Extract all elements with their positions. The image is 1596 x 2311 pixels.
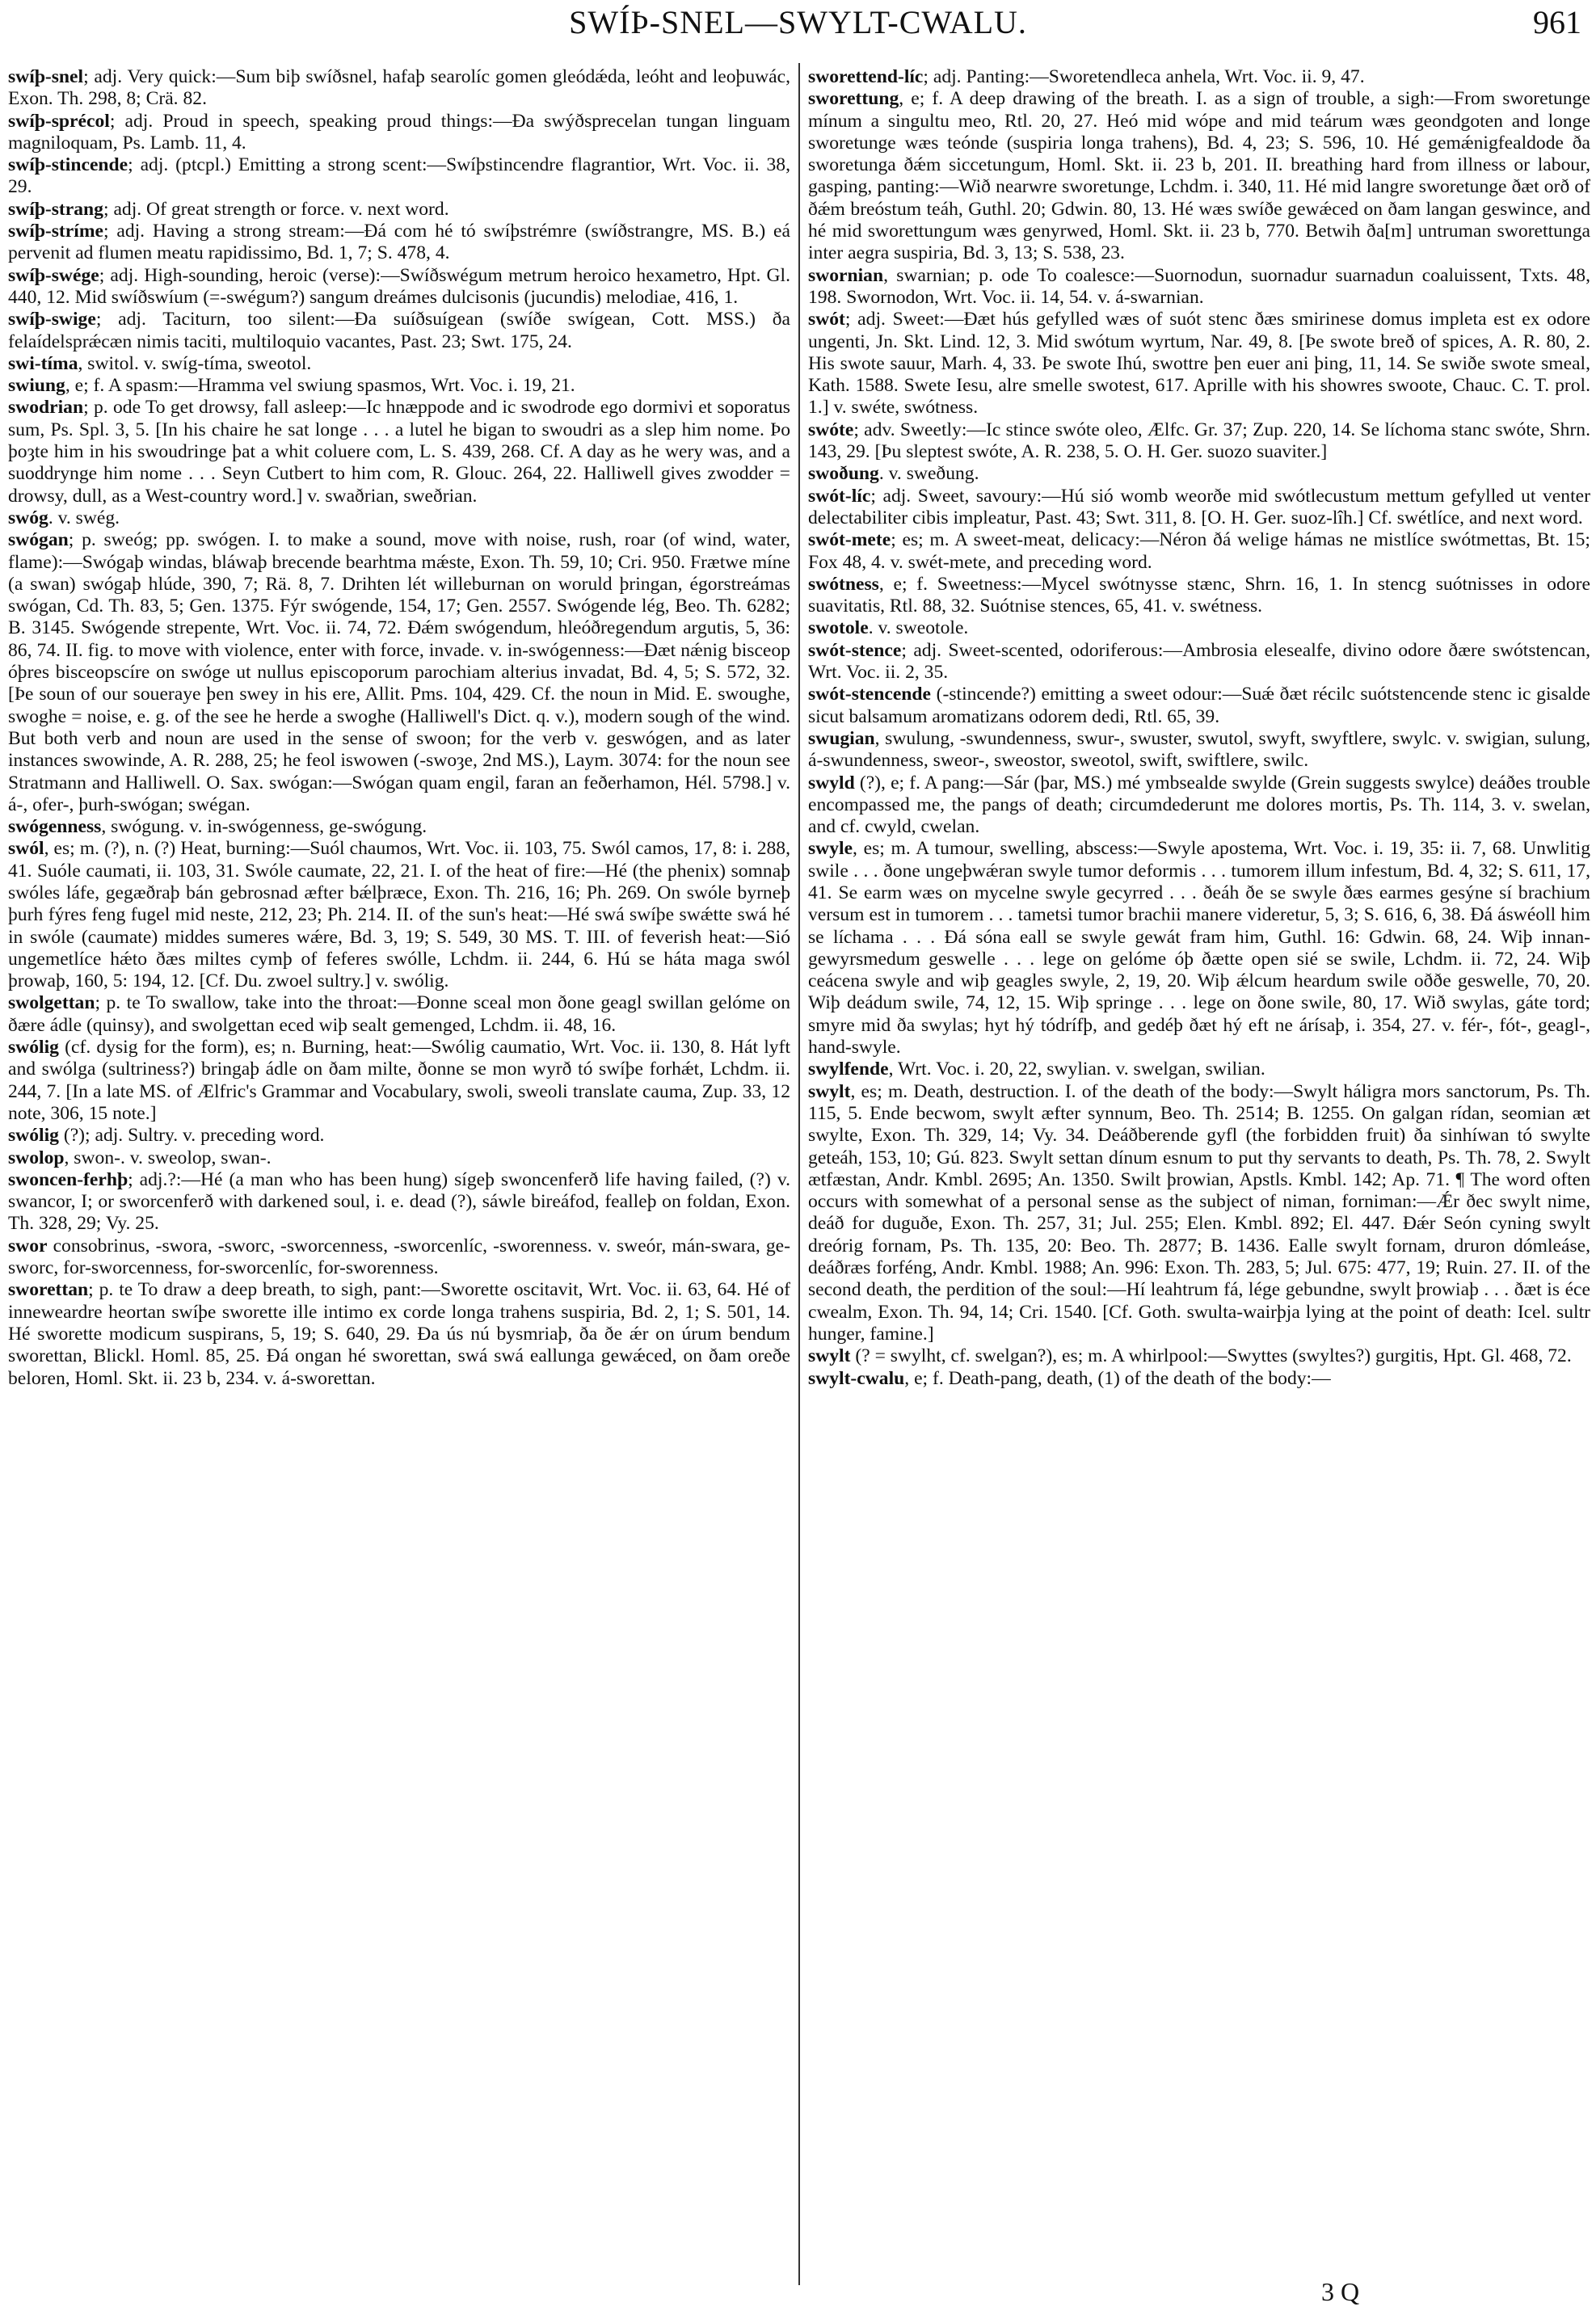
dictionary-entry <box>8 529 790 816</box>
headword: swylt-cwalu <box>808 1367 905 1389</box>
entry-definition: , swógung. v. in-swógenness, ge-swógung. <box>101 816 427 838</box>
dictionary-entry <box>8 507 790 529</box>
entry-definition: , es; m. Death, destruction. I. of the death of the body:—Swylt háligra mors sanctorum, Ps. Th. 115, 5. Ende becwom, swylt æfter synnum, Beo. Th. 2514; B. 1255. On galgan rídan, seomian æt swylte, Exon. Th. 329, 14; Vy. 34. Deáðberende gyfl (the forbidden fruit) ða sinhíwan tó swylte geteáh, 153, 10; Gú. 823. Swylt settan dínum esnum to put thy servants to death, Ps. Th. 78, 2. Swylt ætfæstan, Andr. Kmbl. 2695; An. 1350. Swilt þrowian, Apstls. Kmbl. 142; Ap. 71. ¶ The word often occurs with somewhat of a personal sense as the subject of niman, forniman:—Ǽr ðec swylt nime, deáð for duguðe, Exon. Th. 257, 31; Jul. 255; Elen. Kmbl. 892; El. 447. Ðǽr Seón cyning swylt dreórig fornam, Ps. Th. 135, 20: Beo. Th. 2877; B. 1436. Ealle swylt fornam, druron dómleáse, deáðræs forféng, Andr. Kmbl. 1988; An. 996: Exon. Th. 283, 5; Jul. 675: 477, 19; Ruin. 27. II. of the second death, the perdition of the soul:—Hí leahtrum fá, lége gebundne, swylt þrowiaþ . . . ðæt is éce cwealm, Exon. Th. 94, 14; Cri. 1540. [Cf. Goth. swulta-wairþja lying at the point of death: Icel. sultr hunger, famine.] <box>808 1080 1590 1345</box>
headword: swógenness <box>8 816 102 838</box>
dictionary-entry <box>8 992 790 1037</box>
entry-definition: ; adj. Taciturn, too silent:—Ða suíðsuígean (swíðe swígean, Cott. MSS.) ða felaídelsprǽcæn nimis taciti, multiloquio vacantes, Past. 23; Swt. 175, 24. <box>8 309 790 352</box>
headword: swoncen-ferhþ <box>8 1168 128 1190</box>
headword: swólig <box>8 1037 59 1059</box>
entry-definition: ; p. te To draw a deep breath, to sigh, pant:—Sworette oscitavit, Wrt. Voc. ii. 63, 64. Hé of inneweardre heortan swíþe sworette ille intimo ex corde longa trahens suspiria, Bd. 2, 1; S. 501, 14. Hé sworette modicum suspirans, 5, 19; S. 640, 29. Ða ús nú bysmriaþ, ða ðe ǽr on úrum bendum sworettan, Blickl. Homl. 85, 25. Ðá ongan hé sworettan, swá swá eallunga gewǽced, on ðam oreðe beloren, Homl. Skt. ii. 23 b, 234. v. á-sworettan. <box>8 1279 790 1389</box>
dictionary-entry <box>808 1345 1590 1367</box>
entry-definition: (cf. dysig for the form), es; n. Burning, heat:—Swólig caumatio, Wrt. Voc. ii. 130, 8. Hát lyft and swólga (sultriness?) bringaþ ádle on ðam milte, ðonne se mon wyrð tó swíþe forhǽt, Lchdm. ii. 244, 7. [In a late MS. of Ælfric's Grammar and Vocabulary, swoli, sweoli translate cauma, Zup. 33, 12 note, 306, 15 note.] <box>8 1037 790 1124</box>
entry-definition: . v. sweotole. <box>868 617 969 639</box>
entry-definition: (-stincende?) emitting a sweet odour:—Suǽ ðæt récilc suótstencende stenc ic gisalde sicut balsamum aromatizans odorem dedi, Rtl. 65, 39. <box>808 684 1590 727</box>
headword: swoðung <box>808 463 879 485</box>
headword: swotole <box>808 617 869 639</box>
dictionary-entry <box>808 838 1590 1059</box>
dictionary-entry <box>808 529 1590 574</box>
headword: swíþ-swége <box>8 264 99 286</box>
headword: swót-stence <box>808 639 902 661</box>
headword: swógan <box>8 529 69 551</box>
headword: swornian <box>808 264 884 286</box>
headword: swót-mete <box>808 529 891 551</box>
dictionary-entry <box>8 1169 790 1235</box>
dictionary-entry <box>8 816 790 838</box>
dictionary-entry <box>808 88 1590 264</box>
entry-definition: ; adj. Panting:—Sworetendleca anhela, Wrt. Voc. ii. 9, 47. <box>923 66 1365 87</box>
entry-definition: , e; f. Sweetness:—Mycel swótnysse stænc, Shrn. 16, 1. In stencg suótnisses in odore suavitatis, Rtl. 88, 32. Suótnise stences, 65, 41. v. swétness. <box>808 573 1590 617</box>
headword: sworettend-líc <box>808 66 924 87</box>
dictionary-entry <box>808 309 1590 419</box>
dictionary-entry <box>8 221 790 265</box>
entry-definition: , e; f. A deep drawing of the breath. I. as a sign of trouble, a sigh:—From sworetunge mínum a singultu meo, Rtl. 20, 27. Heó mid wópe and mid teárum wæs geondgoten and longe sworetunge wæs teónde (suspiria longa trahens), Bd. 4, 23; S. 596, 10. Hé gemǽnigfealdode ða sworetunga ðǽm siccetungum, Homl. Skt. ii. 23 b, 201. II. breathing hard from illness or labour, gasping, panting:—Wið nearwre sworetunge, Lchdm. i. 340, 11. Hé mid langre sworetunge ðæt orð of ðǽm breóstum teáh, Guthl. 20; Gdwin. 80, 13. Hé wæs swíðe gewǽced on ðam langan geswince, and hé mid sworettungum wæs genyrwed, Homl. Skt. ii. 23 b, 770. Betwih ða[m] untruman sworettunga inter aegra suspiria, Bd. 3, 13; S. 538, 23. <box>808 88 1590 264</box>
page-number: 961 <box>1533 4 1581 40</box>
headword: swíþ-sprécol <box>8 110 110 132</box>
dictionary-entry <box>8 397 790 507</box>
dictionary-entry <box>808 728 1590 772</box>
headword: swodrian <box>8 397 84 419</box>
headword: swi-tíma <box>8 352 78 374</box>
entry-definition: ; adj. Sweet-scented, odoriferous:—Ambrosia elesealfe, divino odore ðære swótstencan, Wrt. Voc. ii. 2, 35. <box>808 639 1590 684</box>
dictionary-entry <box>8 353 790 375</box>
headword: swíþ-snel <box>8 66 84 87</box>
dictionary-entry <box>8 838 790 992</box>
headword: swolop <box>8 1147 65 1168</box>
headword: swugian <box>808 727 875 749</box>
entry-definition: ; adj.?:—Hé (a man who has been hung) sígeþ swoncenferð life having failed, (?) v. swancor, I; or sworcenferð with darkened soul, i. e. dead (?), sáwle bireáfod, fealleþ on foldan, Exon. Th. 328, 29; Vy. 25. <box>8 1168 790 1235</box>
dictionary-entry <box>808 486 1590 530</box>
headword: sworettung <box>808 88 899 110</box>
signature-mark: 3 Q <box>1321 2277 1360 2306</box>
headword: sworettan <box>8 1279 89 1301</box>
entry-definition: ; adv. Sweetly:—Ic stince swóte oleo, Ælfc. Gr. 37; Zup. 220, 14. Se líchoma stanc swóte, Shrn. 143, 29. [Þu sleptest swóte, A. R. 238, 5. O. H. Ger. suozo suaviter.] <box>808 419 1590 463</box>
entry-definition: , es; m. A tumour, swelling, abscess:—Swyle apostema, Wrt. Voc. i. 19, 35: ii. 7, 68. Unwlitig swile . . . ðone ungeþwǽran swyle tumor deformis . . . tumorem illum infestum, Bd. 4, 32; S. 611, 17, 41. Se earm wæs on mycelne swyle gecyrred . . . ðeáh ðe se swyle ðæs earmes gesýne sí brachium versum est in tumorem . . . tametsi tumor brachii manere videretur, 5, 3; S. 616, 6, 38. Ðá áswéoll him se líchama . . . Ðá sóna eall se swyle gewát fram him, Guthl. 16: Gdwin. 68, 24. Wiþ innan-gewyrsmedum geswelle . . . lege on gelóme óþ ðætte open sié se swile, Lchdm. ii. 72, 24. Wiþ ceácena swyle and wiþ geagles swyle, 2, 19, 20. Wiþ ǽlcum heardum swile oððe geswelle, 70, 20. Wiþ deádum swile, 74, 12, 15. Wiþ springe . . . lege on ðone swile, 80, 17. Wið swylas, gáte tord; smyre mid ða swylas; hyt hý tódrífþ, and gedéþ ðæt hý eft ne árísaþ, i. 354, 27. v. fér-, fót-, geagl-, hand-swyle. <box>808 838 1590 1059</box>
headword: swólig <box>8 1125 59 1147</box>
right-column <box>808 66 1590 1390</box>
headword: swíþ-stincende <box>8 154 128 176</box>
running-head: SWÍÞ-SNEL—SWYLT-CWALU. <box>569 4 1027 40</box>
headword: swóg <box>8 507 48 528</box>
headword: swíþ-swige <box>8 309 96 330</box>
dictionary-entry <box>8 1125 790 1147</box>
entry-definition: , Wrt. Voc. i. 20, 22, swylian. v. swelgan, swilian. <box>888 1059 1265 1080</box>
entry-definition: , swulung, -swundenness, swur-, swuster, swutol, swyft, swyftlere, swylc. v. swigian, sulung, á-swundenness, sweor-, sweostor, sweotol, swift, swiftlere, swilc. <box>808 727 1590 772</box>
entry-definition: ; adj. (ptcpl.) Emitting a strong scent:—Swíþstincendre flagrantior, Wrt. Voc. ii. 38, 29. <box>8 154 790 198</box>
dictionary-entry <box>8 1147 790 1169</box>
entry-definition: ; p. sweóg; pp. swógen. I. to make a sound, move with noise, rush, roar (of wind, water, flame):—Swógaþ windas, bláwaþ brecende bearhtma mǽste, Exon. Th. 59, 10; Cri. 950. Frætwe míne (a swan) swógaþ hlúde, 390, 7; Rä. 8, 7. Drihten lét willeburnan on woruld þringan, égorstreámas swógan, Cd. Th. 83, 5; Gen. 1375. Fýr swógende, 154, 17; Gen. 2557. Swógende lég, Beo. Th. 6282; B. 3145. Swógende strepente, Wrt. Voc. ii. 74, 72. Ðǽm swógendum, hleóðregendum argutis, 5, 36: 86, 74. II. fig. to move with violence, enter with force, invade. v. in-swógenness:—Ðæt nǽnig bisceop óþres bisceopscíre on swóge ut nullus episcoporum parochiam alterius invadat, Bd. 4, 5; S. 572, 32. [Þe soun of our soueraye þen swey in his ere, Allit. Pms. 104, 429. Cf. the noun in Mid. E. swoughe, swoghe = noise, e. g. of the see he herde a swoghe (Halliwell's Dict. q. v.), modern sough of the wind. But both verb and noun are used in the sense of swoon; for the verb v. geswógen, and as later instances swowinde, A. R. 288, 25; he feol iswowen (-swoȝe, 2nd MS.), Laym. 3074: for the noun see Stratmann and Halliwell. O. Sax. swógan:—Swógan quam engil, faran an feðerhamon, Hél. 5798.] v. á-, ofer-, þurh-swógan; swégan. <box>8 529 790 815</box>
entry-definition: . v. sweðung. <box>878 463 979 485</box>
dictionary-entry <box>8 1279 790 1389</box>
headword: swyle <box>808 838 853 860</box>
dictionary-entry <box>8 1037 790 1125</box>
headword: swól <box>8 838 44 860</box>
dictionary-entry <box>808 1081 1590 1346</box>
dictionary-entry <box>808 574 1590 618</box>
entry-definition: ; adj. Having a strong stream:—Ðá com hé tó swíþstrémre (swíðstrangre, MS. B.) eá pervenit ad flumen meatu rapidissimo, Bd. 1, 7; S. 478, 4. <box>8 221 790 264</box>
dictionary-entry <box>808 419 1590 464</box>
dictionary-entry <box>808 1368 1590 1390</box>
dictionary-entry <box>808 772 1590 839</box>
entry-definition: (?), e; f. A pang:—Sár (þar, MS.) mé ymbsealde swylde (Grein suggests swylce) deáðes trouble encompassed me, the pangs of death; circumdederunt me dolores mortis, Ps. Th. 114, 3. v. swelan, and cf. cwyld, cwelan. <box>808 772 1590 838</box>
headword: swót <box>808 309 845 330</box>
entry-definition: , es; m. (?), n. (?) Heat, burning:—Suól chaumos, Wrt. Voc. ii. 103, 75. Swól camos, 17, 8: i. 288, 41. Suóle caumati, ii. 103, 31. Swóle caumate, 22, 21. I. of the heat of fire:—Hé (the phenix) somnaþ swóles láfe, gegæðraþ bán gebrosnad æfter bǽlþræce, Exon. Th. 216, 16; Ph. 269. On swóle byrneþ þurh fýres feng fugel mid neste, 212, 23; Ph. 214. II. of the sun's heat:—Hé swá swíþe swǽtte swá hé in swóle (caumate) middes sumeres wǽre, Bd. 3, 19; S. 549, 30 MS. T. III. of feverish heat:—Sió ungemetlíce hǽto ðæs miltes cymþ of feferes swólle, Lchdm. ii. 244, 6. Hú se háta maga swól þrowaþ, 160, 5: 194, 12. [Cf. Du. zwoel sultry.] v. swólig. <box>8 838 790 992</box>
dictionary-entry <box>8 111 790 155</box>
dictionary-entry <box>808 640 1590 684</box>
entry-definition: consobrinus, -swora, -sworc, -sworcenness, -sworcenlíc, -sworenness. v. sweór, mán-swara, ge-sworc, for-sworcenness, for-sworcenlíc, for-sworenness. <box>8 1235 790 1279</box>
entry-definition: ; adj. Sweet, savoury:—Hú sió womb weorðe mid swótlecustum mettum gefylled ut venter delectabiliter cibis impleatur, Past. 43; Swt. 311, 8. [O. H. Ger. suoz-lîh.] Cf. swétlíce, and next word. <box>808 485 1590 528</box>
entry-definition: , e; f. Death-pang, death, (1) of the death of the body:— <box>904 1367 1331 1389</box>
entry-definition: ; p. ode To get drowsy, fall asleep:—Ic hnæppode and ic swodrode ego dormivi et soporatus sum, Ps. Spl. 3, 5. [In his chaire he sat longe . . . a lutel he bigan to swoudri as a slep him nome. Þo þoȝte him in his swoudringe þat a whit coluere com, L. S. 439, 268. Cf. A day as he wery was, and a suoddrynge him nome . . . Seyn Cutbert to him com, R. Glouc. 264, 22. Halliwell gives zwodder = drowsy, dull, as a West-country word.] v. swaðrian, sweðrian. <box>8 397 790 507</box>
headword: swylfende <box>808 1059 889 1080</box>
entry-definition: , swon-. v. sweolop, swan-. <box>64 1147 272 1168</box>
headword: swót-líc <box>808 485 871 507</box>
headword: swolgettan <box>8 992 95 1014</box>
entry-definition: ; adj. High-sounding, heroic (verse):—Swíðswégum metrum heroico hexametro, Hpt. Gl. 440, 12. Mid swíðswíum (=-swégum?) sangum dreámes dulcisonis (jucundis) melodiae, 416, 1. <box>8 264 790 308</box>
dictionary-entry <box>808 463 1590 485</box>
dictionary-entry <box>8 199 790 221</box>
entry-definition: . v. swég. <box>48 507 120 528</box>
entry-definition: ; es; m. A sweet-meat, delicacy:—Néron ðá welige hámas ne mistlíce swótmettas, Bt. 15; Fox 48, 4. v. swét-mete, and preceding word. <box>808 529 1590 573</box>
dictionary-entry <box>8 66 790 111</box>
headword: swiung <box>8 375 65 397</box>
dictionary-entry <box>8 154 790 199</box>
entry-definition: , swarnian; p. ode To coalesce:—Suornodun, suornadur suarnadun coaluissent, Txts. 48, 198. Swornodon, Wrt. Voc. ii. 14, 54. v. á-swarnian. <box>808 264 1590 308</box>
entry-definition: (?); adj. Sultry. v. preceding word. <box>58 1125 325 1147</box>
headword: swót-stencende <box>808 684 932 705</box>
entry-definition: (? = swylht, cf. swelgan?), es; m. A whirlpool:—Swyttes (swyltes?) gurgitis, Hpt. Gl. 468, 72. <box>850 1345 1572 1367</box>
entry-definition: ; adj. Very quick:—Sum biþ swíðsnel, hafaþ searolíc gomen gleódǽda, leóht and leoþuwác, Exon. Th. 298, 8; Crä. 82. <box>8 66 790 110</box>
dictionary-entry <box>808 265 1590 309</box>
dictionary-entry <box>808 684 1590 728</box>
entry-definition: ; adj. Of great strength or force. v. next word. <box>103 198 449 220</box>
dictionary-entry <box>8 1235 790 1280</box>
headword: swóte <box>808 419 854 440</box>
headword: swíþ-stríme <box>8 221 103 242</box>
entry-definition: , switol. v. swíg-tíma, sweotol. <box>78 352 312 374</box>
entry-definition: , e; f. A spasm:—Hramma vel swiung spasmos, Wrt. Voc. i. 19, 21. <box>65 375 575 397</box>
headword: swor <box>8 1235 48 1257</box>
headword: swótness <box>808 573 879 595</box>
headword: swylt <box>808 1345 851 1367</box>
headword: swíþ-strang <box>8 198 103 220</box>
dictionary-entry <box>8 265 790 309</box>
entry-definition: ; adj. Proud in speech, speaking proud things:—Ða swýðsprecelan tungan linguam magniloquam, Ps. Lamb. 11, 4. <box>8 110 790 154</box>
dictionary-entry <box>8 375 790 397</box>
headword: swyld <box>808 772 855 793</box>
dictionary-entry <box>808 617 1590 639</box>
dictionary-entry <box>808 1059 1590 1080</box>
dictionary-entry <box>8 309 790 353</box>
headword: swylt <box>808 1080 851 1102</box>
entry-definition: ; adj. Sweet:—Ðæt hús gefylled wæs of suót stenc ðæs smirinese domus impleta est ex odore ungenti, Jn. Skt. Lind. 12, 3. Mid swótum wyrtum, Nar. 49, 8. [Þe swote breð of spices, A. R. 80, 2. His swote sauur, Marh. 4, 33. Þe swote Ihú, swottre þen euer ani þing, 11, 14. Se swiðe swote smeal, Kath. 1588. Swete Iesu, alre smelle swotest, 617. Aprille with his showres swoote, Chauc. C. T. prol. 1.] v. swéte, swótness. <box>808 309 1590 419</box>
entry-definition: ; p. te To swallow, take into the throat:—Ðonne sceal mon ðone geagl swillan gelóme on ðære ádle (quinsy), and swolgettan eced wiþ sealt gemenged, Lchdm. ii. 48, 16. <box>8 992 790 1036</box>
left-column <box>8 66 790 1390</box>
dictionary-entry <box>808 66 1590 88</box>
column-divider <box>798 63 800 2285</box>
